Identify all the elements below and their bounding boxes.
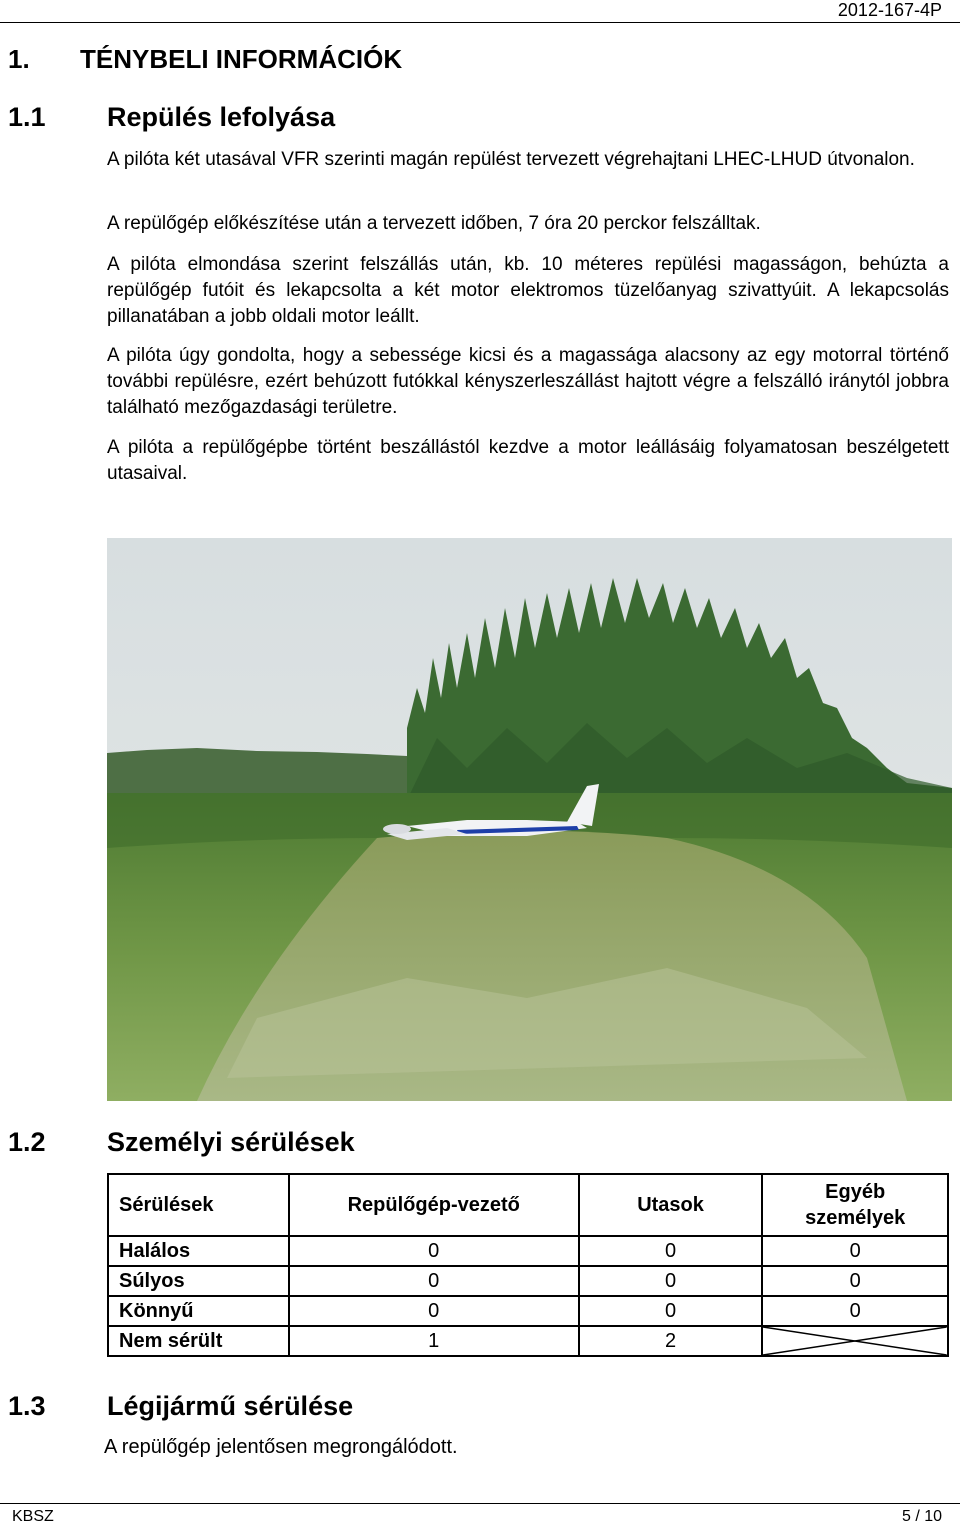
cell-others: 0 [762,1296,948,1326]
cell-passengers: 0 [579,1236,763,1266]
table-row [108,1326,948,1356]
footer-page-number: 5 / 10 [901,1508,942,1525]
table-row [108,1236,948,1266]
section-1-3-title: Légijármű sérülése [107,1391,354,1421]
cross-out-mark [763,1327,947,1355]
row-label: Halálos [108,1236,289,1266]
cell-passengers: 2 [579,1326,763,1356]
accident-site-photo [107,538,952,1101]
table-row [108,1296,948,1326]
cell-pilot: 1 [289,1326,579,1356]
section-1-2-title: Személyi sérülések [107,1127,355,1157]
header-rule [0,22,960,23]
cell-pilot: 0 [289,1296,579,1326]
section-1-2-number: 1.2 [8,1127,46,1157]
row-label: Könnyű [108,1296,289,1326]
distant-treeline [107,748,407,800]
header-injuries: Sérülések [108,1174,289,1236]
injuries-table [107,1173,949,1357]
aircraft-engine [383,824,411,834]
row-label: Súlyos [108,1266,289,1296]
section-1-1-title: Repülés lefolyása [107,102,336,132]
footer-rule [0,1503,960,1504]
footer-org: KBSZ [12,1508,54,1525]
cell-pilot: 0 [289,1266,579,1296]
paragraph-2: A repülőgép előkészítése után a tervezett időben, 7 óra 20 perckor felszálltak. [107,213,761,234]
cell-passengers: 0 [579,1296,763,1326]
cell-others: 0 [762,1266,948,1296]
table-row [108,1266,948,1296]
header-others: Egyéb személyek [762,1174,948,1236]
cell-passengers: 0 [579,1266,763,1296]
row-label: Nem sérült [108,1326,289,1356]
paragraph-5: A pilóta a repülőgépbe történt beszállástól kezdve a motor leállásáig folyamatosan beszélgetett utasaival. [107,437,949,484]
paragraph-4: A pilóta úgy gondolta, hogy a sebessége kicsi és a magassága alacsony az egy motorral történő további repülésre, ezért behúzott futókkal kényszerleszállást hajtott végre a felszálló iránytól jobbra található mezőgazdasági területre. [107,345,949,418]
section-1-title: TÉNYBELI INFORMÁCIÓK [80,44,403,74]
cell-others-crossed [762,1326,948,1356]
section-1-number: 1. [8,44,30,74]
section-1-3-number: 1.3 [8,1391,46,1421]
document-id: 2012-167-4P [837,0,942,20]
header-pilot: Repülőgép-vezető [289,1174,579,1236]
section-1-1-number: 1.1 [8,102,46,132]
aircraft-damage-text: A repülőgép jelentősen megrongálódott. [104,1436,458,1458]
paragraph-3: A pilóta elmondása szerint felszállás után, kb. 10 méteres repülési magasságon, behúzta a repülőgép futóit és lekapcsolta a két motor elektromos tüzelőanyag szivattyúit. A lekapcsolás pillanatában a jobb oldali motor leállt. [107,254,949,327]
header-passengers: Utasok [579,1174,763,1236]
table-header-row [108,1174,948,1236]
paragraph-1: A pilóta két utasával VFR szerinti magán repülést tervezett végrehajtani LHEC-LHUD útvonalon. [107,149,915,170]
cell-pilot: 0 [289,1236,579,1266]
cell-others: 0 [762,1236,948,1266]
